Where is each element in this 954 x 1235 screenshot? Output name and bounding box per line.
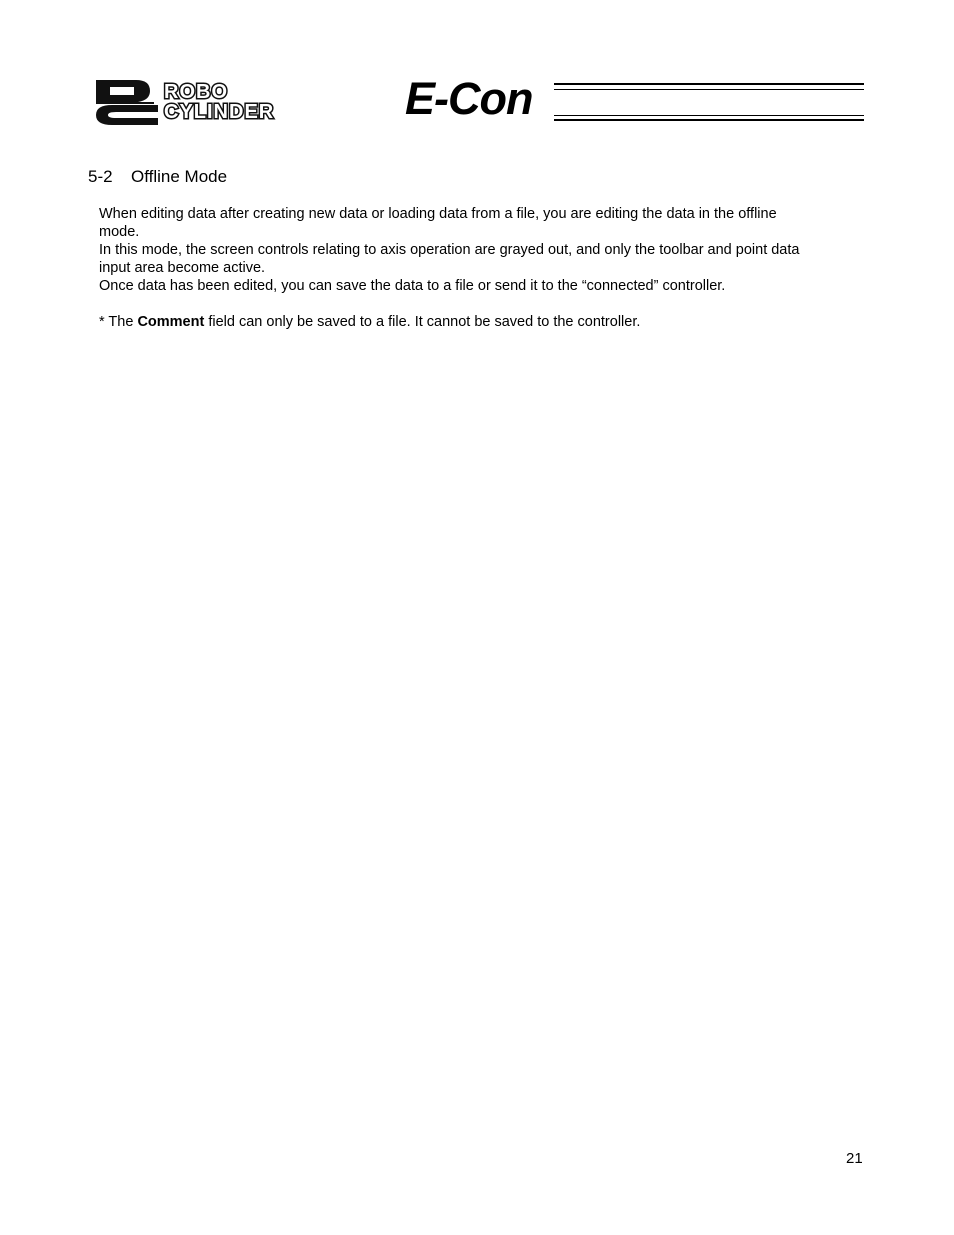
- rc-logo-icon: [92, 78, 160, 126]
- logo-line-cylinder: CYLINDER: [164, 101, 275, 123]
- page-number: 21: [846, 1150, 863, 1167]
- product-name: E-Con: [405, 73, 533, 124]
- section-heading: [88, 167, 227, 187]
- note-bold-term: Comment: [137, 314, 205, 330]
- body-line: When editing data after creating new data or loading data from a file, you are editing the data in the offline: [99, 206, 777, 222]
- header-rule: [554, 115, 864, 116]
- section-title: Offline Mode: [131, 167, 228, 186]
- note-suffix: field can only be saved to a file. It cannot be saved to the controller.: [204, 314, 641, 330]
- header-rules: [554, 83, 864, 123]
- body-line: input area become active.: [99, 260, 266, 276]
- logo-line-robo: ROBO: [164, 81, 228, 103]
- body-line: mode.: [99, 224, 140, 240]
- body-line: In this mode, the screen controls relating to axis operation are grayed out, and only the toolbar and point data: [99, 242, 800, 258]
- section-number: 5-2: [88, 167, 113, 186]
- comment-note: [99, 313, 640, 331]
- header-rule: [554, 83, 864, 85]
- header-rule: [554, 119, 864, 121]
- note-prefix: * The: [99, 314, 138, 330]
- body-paragraph: [99, 205, 869, 295]
- body-line: Once data has been edited, you can save the data to a file or send it to the “connected” controller.: [99, 278, 726, 294]
- header-rule: [554, 89, 864, 90]
- robo-cylinder-logo: [92, 78, 374, 126]
